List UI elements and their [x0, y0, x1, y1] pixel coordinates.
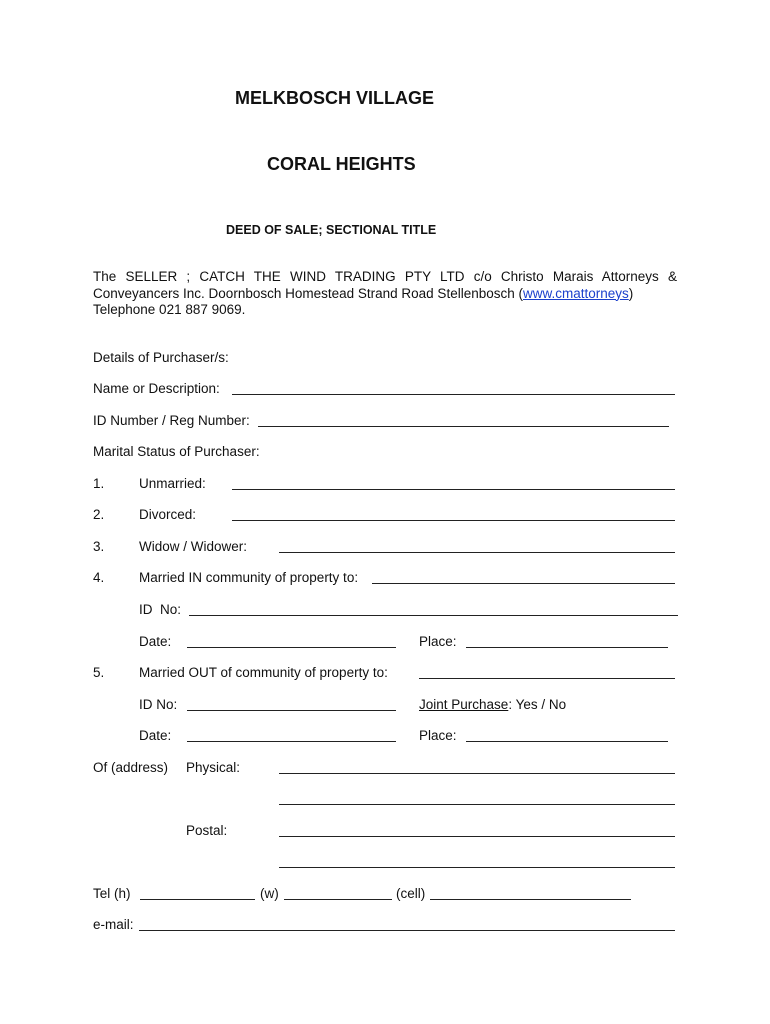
- widow-field[interactable]: [279, 552, 675, 553]
- widow-label: Widow / Widower:: [139, 539, 248, 554]
- item-number: 5.: [93, 665, 105, 680]
- married-out-place-field[interactable]: [466, 741, 668, 742]
- postal-address-label: Postal:: [186, 823, 228, 838]
- married-in-id-label: ID No:: [139, 602, 182, 617]
- document-title: MELKBOSCH VILLAGE: [235, 88, 435, 108]
- joint-purchase-label: Joint Purchase: [419, 697, 509, 712]
- tel-work-field[interactable]: [284, 899, 392, 900]
- postal-address-field-2[interactable]: [279, 867, 675, 868]
- married-out-id-label: ID No:: [139, 697, 178, 712]
- unmarried-field[interactable]: [232, 489, 675, 490]
- married-in-place-field[interactable]: [466, 647, 668, 648]
- seller-line-1: The SELLER ; CATCH THE WIND TRADING PTY LTD c/o Christo Marais Attorneys &: [93, 269, 677, 284]
- item-number: 2.: [93, 507, 105, 522]
- married-out-label: Married OUT of community of property to:: [139, 665, 388, 680]
- email-field[interactable]: [139, 930, 675, 931]
- married-in-label: Married IN community of property to:: [139, 570, 359, 585]
- seller-line-2: [93, 286, 677, 303]
- married-out-id-field[interactable]: [187, 710, 396, 711]
- id-number-field[interactable]: [258, 426, 669, 427]
- divorced-label: Divorced:: [139, 507, 197, 522]
- seller-line-2-suffix: ): [628, 285, 634, 301]
- physical-address-field-2[interactable]: [279, 804, 675, 805]
- seller-line-2-prefix: Conveyancers Inc. Doornbosch Homestead Strand Road Stellenbosch (: [93, 285, 523, 301]
- married-out-date-label: Date:: [139, 728, 172, 743]
- tel-cell-field[interactable]: [430, 899, 631, 900]
- document-subtitle: CORAL HEIGHTS: [267, 154, 416, 174]
- name-label: Name or Description:: [93, 381, 220, 396]
- unmarried-label: Unmarried:: [139, 476, 206, 491]
- item-number: 3.: [93, 539, 105, 554]
- joint-purchase: [419, 697, 566, 713]
- physical-address-field-1[interactable]: [279, 773, 675, 774]
- tel-cell-label: (cell): [396, 886, 426, 901]
- seller-website-link[interactable]: www.cmattorneys: [522, 285, 629, 301]
- seller-line-3: Telephone 021 887 9069.: [93, 302, 246, 317]
- married-out-field[interactable]: [419, 678, 675, 679]
- married-in-date-label: Date:: [139, 634, 172, 649]
- id-number-label: ID Number / Reg Number:: [93, 413, 250, 428]
- details-heading: Details of Purchaser/s:: [93, 350, 229, 365]
- seller-paragraph: [93, 269, 677, 319]
- name-field[interactable]: [232, 394, 675, 395]
- document-type: DEED OF SALE; SECTIONAL TITLE: [226, 223, 437, 237]
- married-in-place-label: Place:: [419, 634, 457, 649]
- email-label: e-mail:: [93, 917, 134, 932]
- tel-home-label: Tel (h): [93, 886, 131, 901]
- item-number: 1.: [93, 476, 105, 491]
- item-number: 4.: [93, 570, 105, 585]
- marital-status-heading: Marital Status of Purchaser:: [93, 444, 260, 459]
- married-out-place-label: Place:: [419, 728, 457, 743]
- postal-address-field-1[interactable]: [279, 836, 675, 837]
- married-in-id-field[interactable]: [189, 615, 678, 616]
- divorced-field[interactable]: [232, 520, 675, 521]
- joint-purchase-options[interactable]: : Yes / No: [508, 697, 567, 712]
- married-out-date-field[interactable]: [187, 741, 396, 742]
- married-in-date-field[interactable]: [187, 647, 396, 648]
- address-label: Of (address): [93, 760, 169, 775]
- tel-home-field[interactable]: [140, 899, 255, 900]
- tel-work-label: (w): [260, 886, 279, 901]
- physical-address-label: Physical:: [186, 760, 241, 775]
- married-in-field[interactable]: [372, 583, 675, 584]
